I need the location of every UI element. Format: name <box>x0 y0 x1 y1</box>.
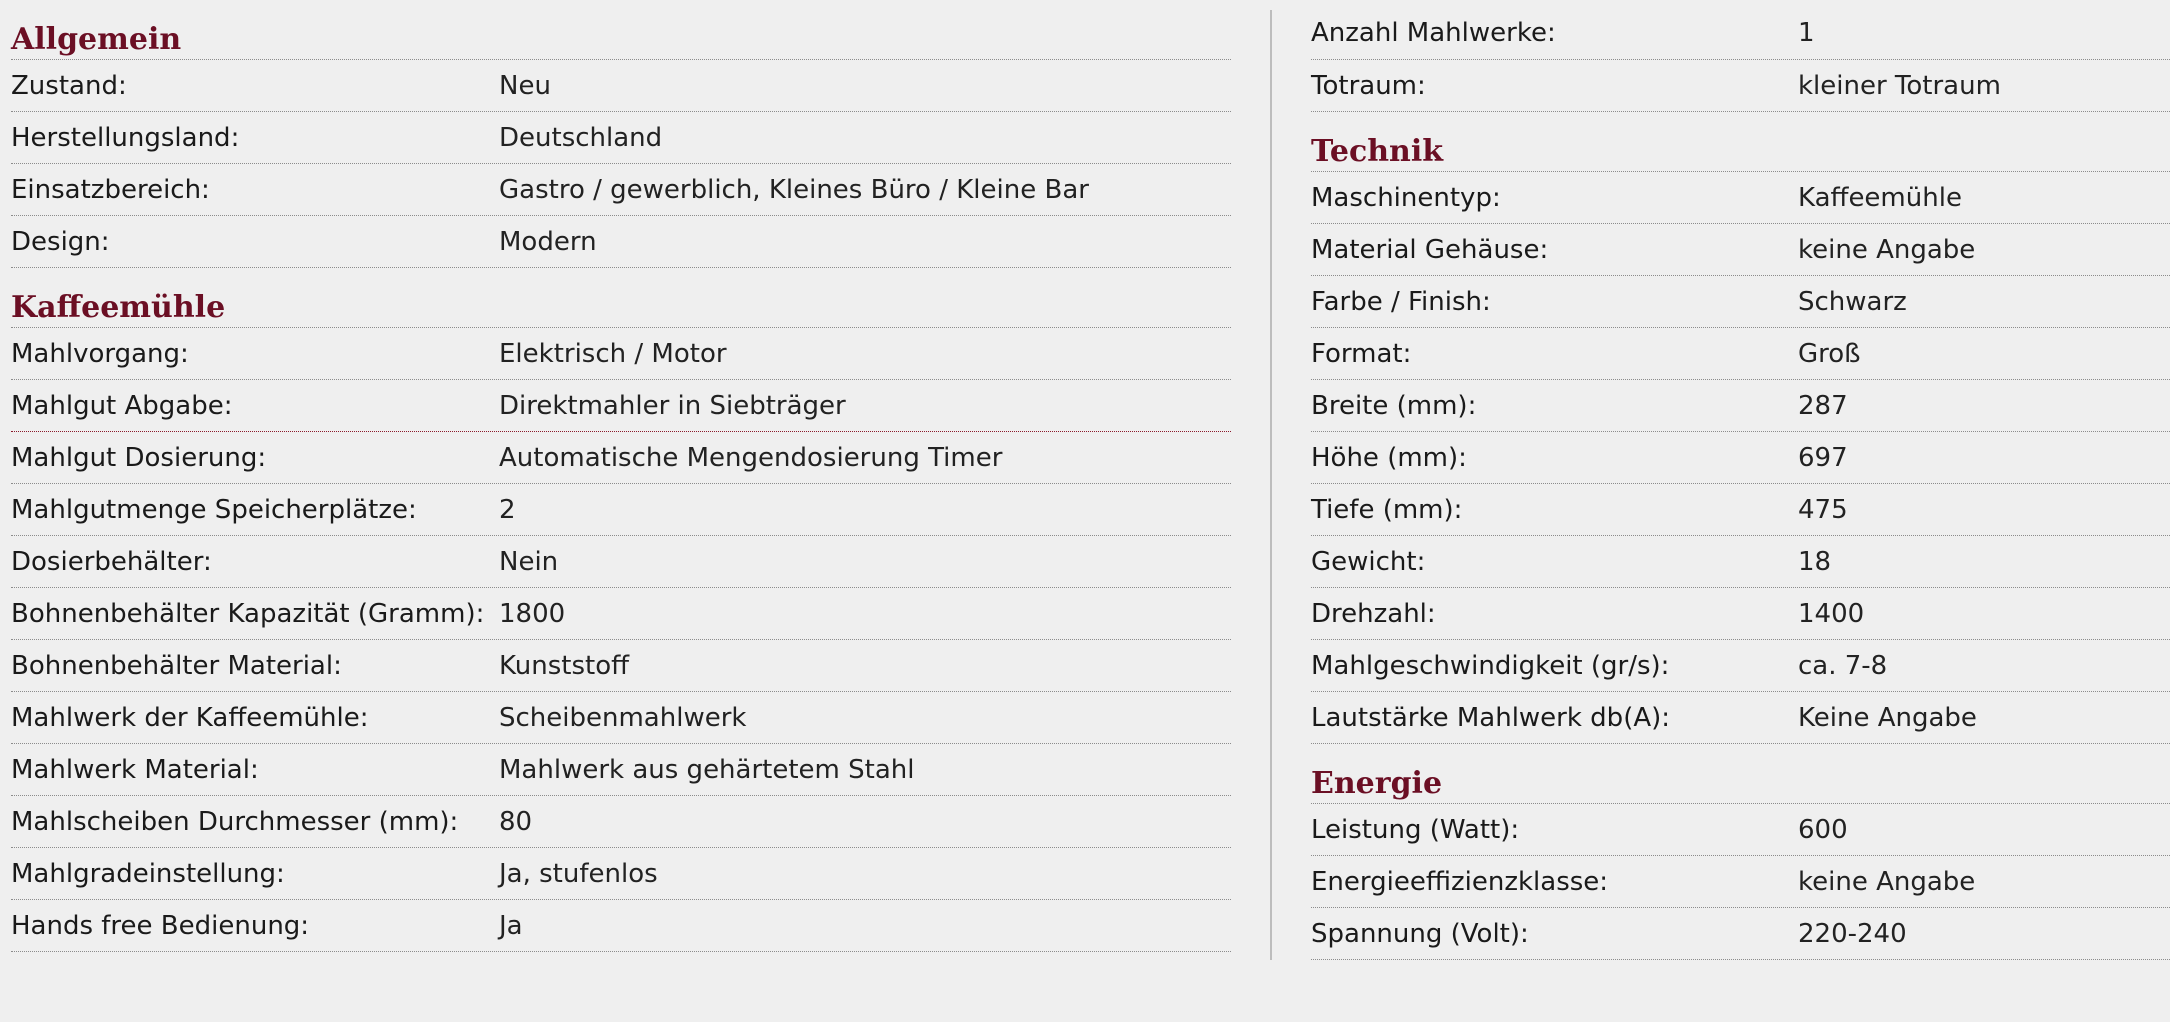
spec-row-lautstaerke <box>1311 692 2170 744</box>
section-title-technik: Technik <box>1311 112 2170 172</box>
spec-row-mahlgut-abgabe <box>11 380 1231 432</box>
spec-value: Kaffeemühle <box>1798 183 1962 213</box>
section-title-energie: Energie <box>1311 744 2170 804</box>
spec-value: Groß <box>1798 339 1861 369</box>
spec-row-farbe-finish <box>1311 276 2170 328</box>
spec-value: Kunststoff <box>499 651 630 681</box>
spec-label: Lautstärke Mahlwerk db(A): <box>1311 703 1671 733</box>
spec-row-mahlwerk <box>11 692 1231 744</box>
spec-label: Mahlgut Dosierung: <box>11 443 267 473</box>
spec-label: Breite (mm): <box>1311 391 1477 421</box>
spec-value: 220-240 <box>1798 919 1907 949</box>
spec-label: Maschinentyp: <box>1311 183 1501 213</box>
spec-label: Mahlwerk Material: <box>11 755 259 785</box>
spec-row-zustand <box>11 60 1231 112</box>
spec-label: Mahlgeschwindigkeit (gr/s): <box>1311 651 1670 681</box>
spec-row-einsatzbereich <box>11 164 1231 216</box>
spec-value: 697 <box>1798 443 1848 473</box>
spec-label: Mahlvorgang: <box>11 339 189 369</box>
spec-label: Zustand: <box>11 71 127 101</box>
spec-label: Mahlgutmenge Speicherplätze: <box>11 495 417 525</box>
spec-value: kleiner Totraum <box>1798 71 2001 101</box>
section-title-kaffeemuehle: Kaffeemühle <box>11 268 1231 328</box>
spec-label: Bohnenbehälter Material: <box>11 651 342 681</box>
spec-row-energieeffizienzklasse <box>1311 856 2170 908</box>
spec-row-anzahl-mahlwerke <box>1311 0 2170 60</box>
spec-row-gewicht <box>1311 536 2170 588</box>
spec-label: Drehzahl: <box>1311 599 1436 629</box>
spec-value: 287 <box>1798 391 1848 421</box>
spec-row-material-gehaeuse <box>1311 224 2170 276</box>
spec-label: Hands free Bedienung: <box>11 911 310 941</box>
spec-value: 18 <box>1798 547 1832 577</box>
spec-row-speicherplaetze <box>11 484 1231 536</box>
spec-value: Mahlwerk aus gehärtetem Stahl <box>499 755 915 785</box>
spec-row-maschinentyp <box>1311 172 2170 224</box>
spec-row-tiefe <box>1311 484 2170 536</box>
spec-value: Elektrisch / Motor <box>499 339 727 369</box>
spec-row-design <box>11 216 1231 268</box>
spec-row-bohnenbehaelter-kapazitaet <box>11 588 1231 640</box>
spec-label: Leistung (Watt): <box>1311 815 1520 845</box>
spec-row-spannung <box>1311 908 2170 960</box>
spec-value: Ja <box>499 911 523 941</box>
spec-label: Mahlgradeinstellung: <box>11 859 285 889</box>
spec-label: Höhe (mm): <box>1311 443 1467 473</box>
spec-value: 1 <box>1798 18 1815 48</box>
spec-value: keine Angabe <box>1798 867 1976 897</box>
spec-row-mahlgradeinstellung <box>11 848 1231 900</box>
section-title-allgemein: Allgemein <box>11 0 1231 60</box>
spec-row-mahlvorgang <box>11 328 1231 380</box>
spec-label: Herstellungsland: <box>11 123 240 153</box>
spec-row-herstellungsland <box>11 112 1231 164</box>
spec-label: Mahlgut Abgabe: <box>11 391 233 421</box>
spec-value: Modern <box>499 227 597 257</box>
spec-value: 2 <box>499 495 516 525</box>
spec-value: Deutschland <box>499 123 663 153</box>
spec-label: Einsatzbereich: <box>11 175 210 205</box>
spec-value: Automatische Mengendosierung Timer <box>499 443 1003 473</box>
spec-label: Design: <box>11 227 110 257</box>
spec-row-mahlwerk-material <box>11 744 1231 796</box>
spec-row-format <box>1311 328 2170 380</box>
spec-row-mahlgeschwindigkeit <box>1311 640 2170 692</box>
spec-row-mahlgut-dosierung <box>11 432 1231 484</box>
spec-value: 600 <box>1798 815 1848 845</box>
spec-row-dosierbehaelter <box>11 536 1231 588</box>
spec-value: 80 <box>499 807 533 837</box>
spec-label: Farbe / Finish: <box>1311 287 1491 317</box>
spec-label: Material Gehäuse: <box>1311 235 1549 265</box>
spec-value: 1400 <box>1798 599 1865 629</box>
spec-value: Direktmahler in Siebträger <box>499 391 846 421</box>
spec-label: Dosierbehälter: <box>11 547 212 577</box>
column-divider <box>1270 10 1272 960</box>
spec-label: Totraum: <box>1311 71 1426 101</box>
spec-value: Scheibenmahlwerk <box>499 703 747 733</box>
spec-row-hands-free <box>11 900 1231 952</box>
spec-value: Schwarz <box>1798 287 1907 317</box>
spec-value: Keine Angabe <box>1798 703 1977 733</box>
spec-value: Nein <box>499 547 559 577</box>
spec-row-bohnenbehaelter-material <box>11 640 1231 692</box>
spec-label: Anzahl Mahlwerke: <box>1311 18 1556 48</box>
spec-label: Mahlscheiben Durchmesser (mm): <box>11 807 459 837</box>
spec-label: Bohnenbehälter Kapazität (Gramm): <box>11 599 485 629</box>
spec-label: Format: <box>1311 339 1412 369</box>
spec-label: Spannung (Volt): <box>1311 919 1529 949</box>
spec-label: Energieeffizienzklasse: <box>1311 867 1609 897</box>
spec-value: Neu <box>499 71 551 101</box>
spec-value: 475 <box>1798 495 1848 525</box>
spec-value: 1800 <box>499 599 566 629</box>
spec-row-totraum <box>1311 60 2170 112</box>
spec-row-hoehe <box>1311 432 2170 484</box>
spec-column-left <box>11 0 1231 952</box>
spec-label: Gewicht: <box>1311 547 1426 577</box>
spec-row-breite <box>1311 380 2170 432</box>
spec-label: Tiefe (mm): <box>1311 495 1463 525</box>
spec-row-leistung <box>1311 804 2170 856</box>
spec-column-right <box>1311 0 2170 960</box>
spec-value: Gastro / gewerblich, Kleines Büro / Kleine Bar <box>499 175 1089 205</box>
spec-label: Mahlwerk der Kaffeemühle: <box>11 703 369 733</box>
spec-value: ca. 7-8 <box>1798 651 1888 681</box>
spec-row-drehzahl <box>1311 588 2170 640</box>
spec-value: Ja, stufenlos <box>499 859 658 889</box>
spec-row-mahlscheiben-durchmesser <box>11 796 1231 848</box>
spec-value: keine Angabe <box>1798 235 1976 265</box>
